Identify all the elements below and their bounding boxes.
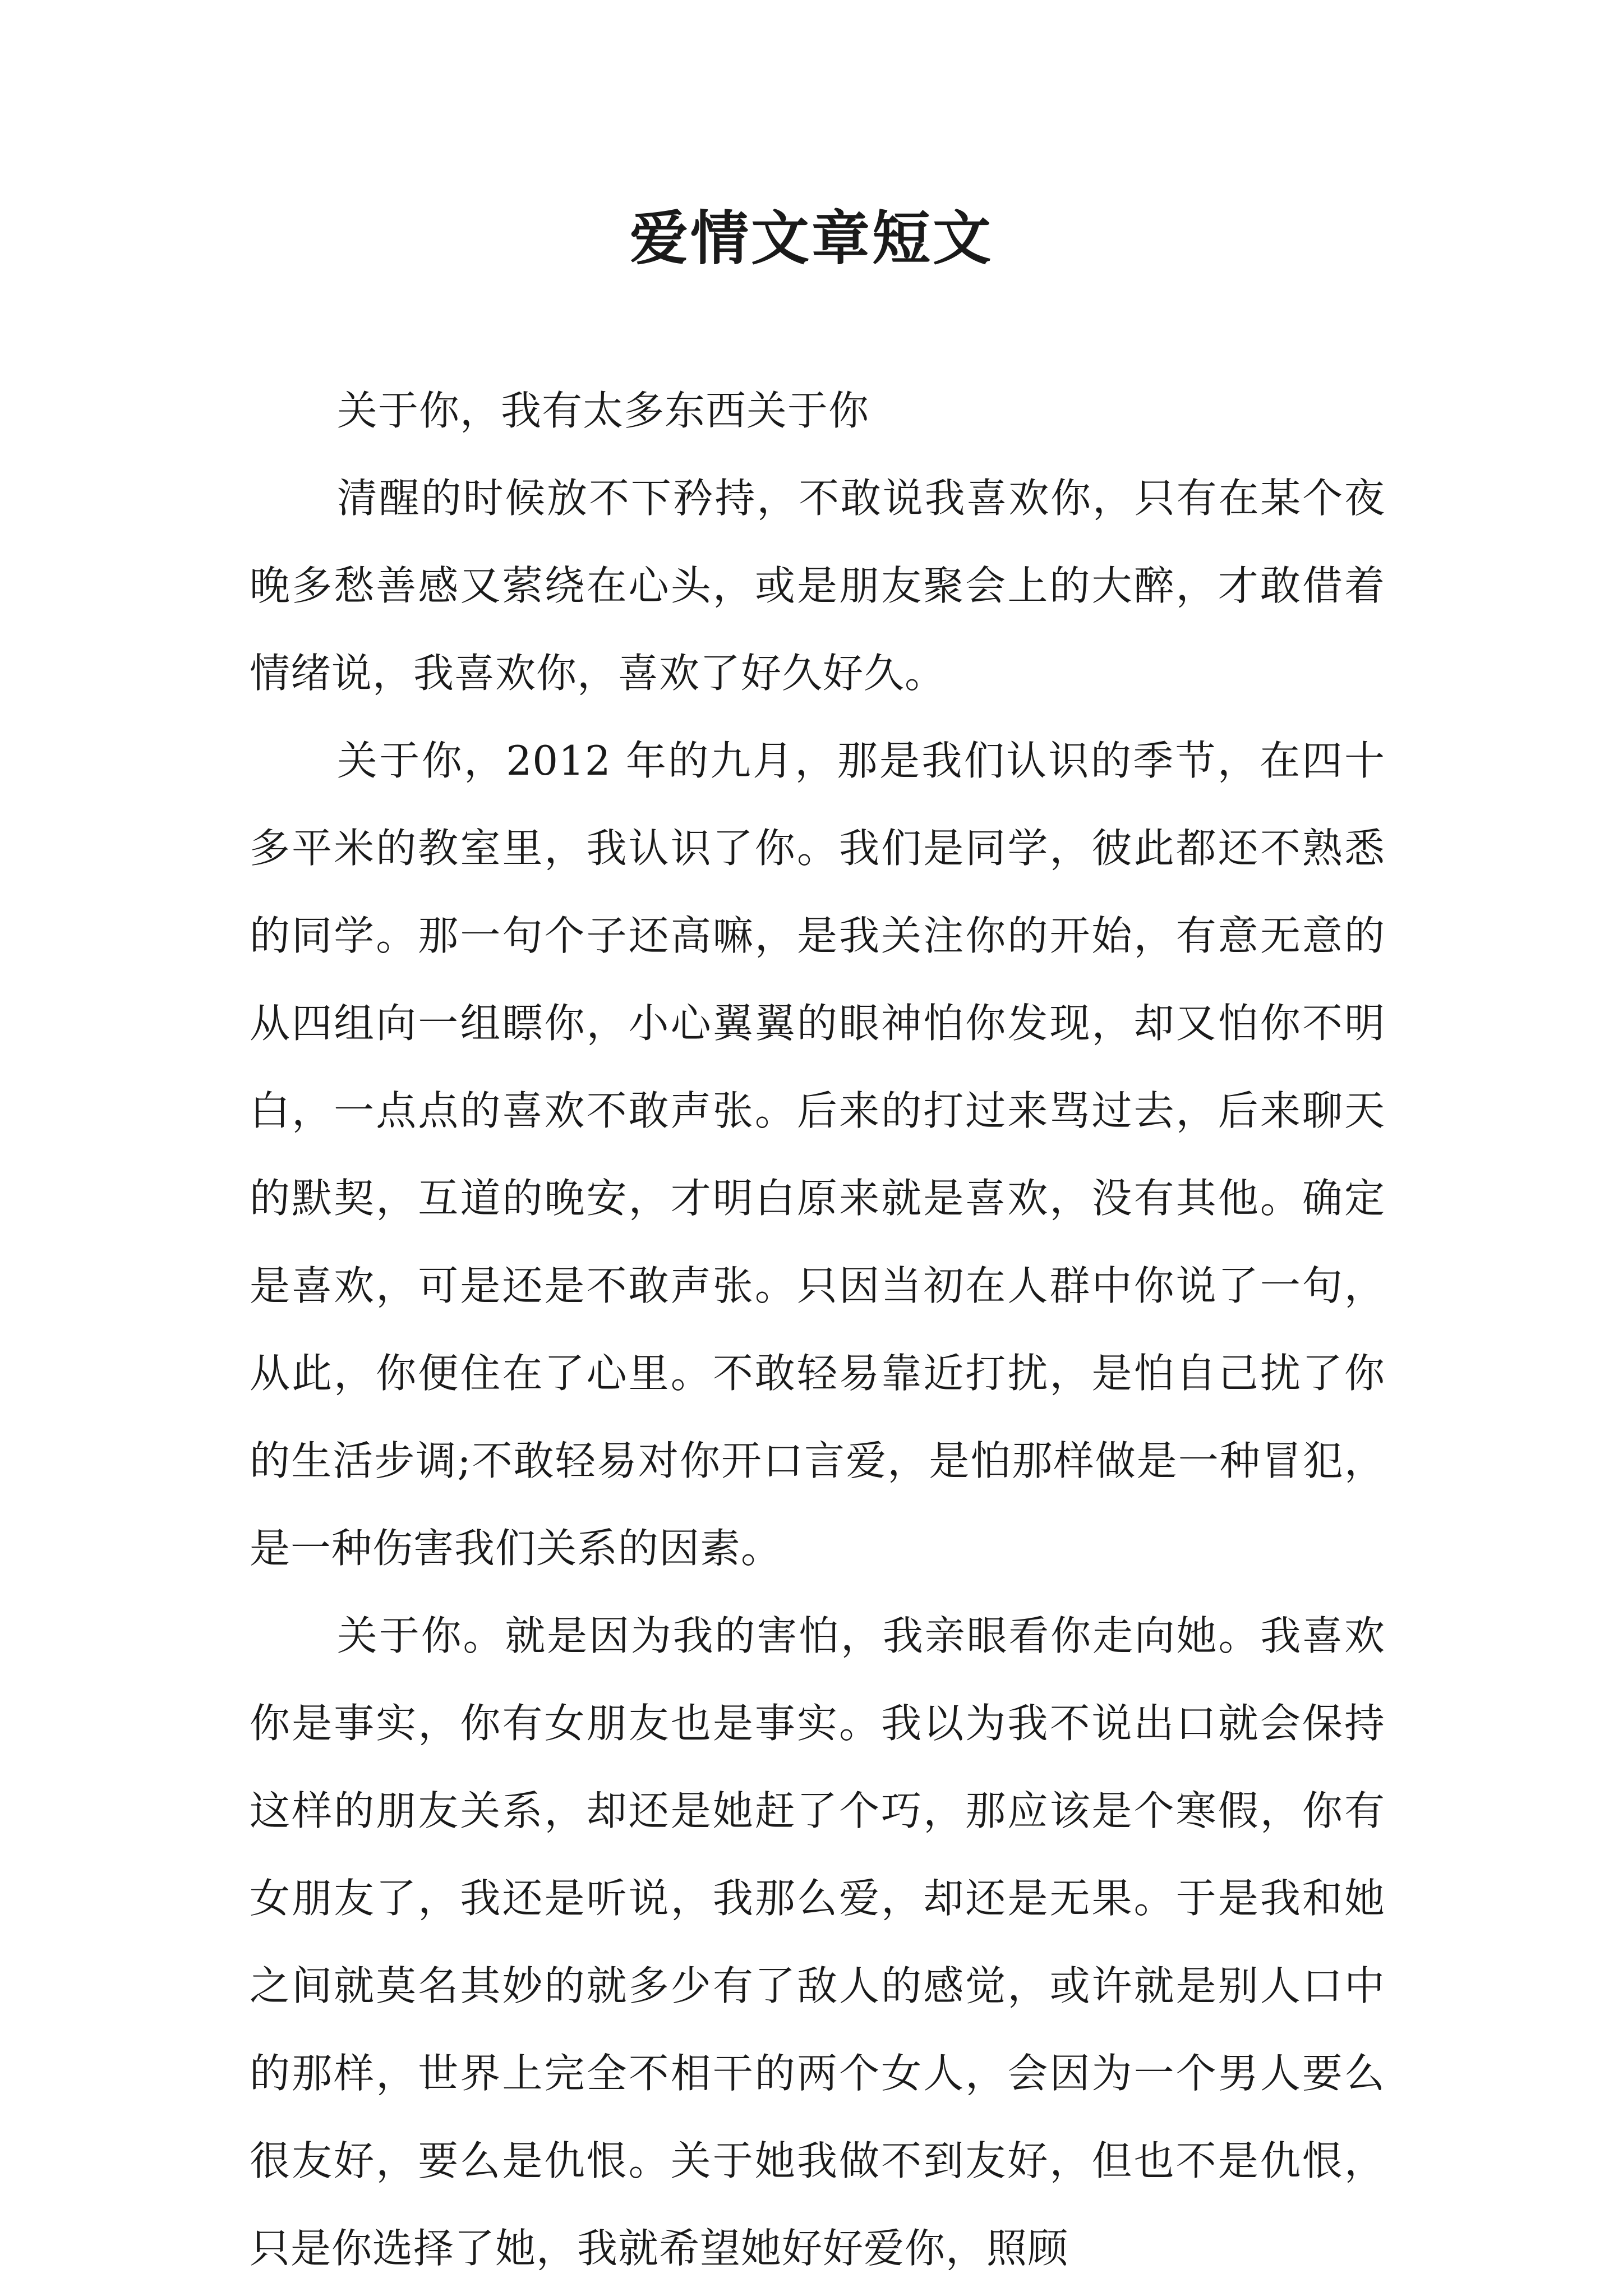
document-body [250,367,1385,2292]
paragraph-1: 关于你，我有太多东西关于你 [337,387,870,434]
paragraph-4: 关于你。就是因为我的害怕，我亲眼看你走向她。我喜欢你是事实，你有女朋友也是事实。我以为我不说出口就会保持这样的朋友关系，却还是她赶了个巧，那应该是个寒假，你有女朋友了，我还是听说，我那么爱，却还是无果。于是我和她之间就莫名其妙的就多少有了敌人的感觉，或许就是别人口中的那样，世界上完全不相干的两个女人，会因为一个男人要么很友好，要么是仇恨。关于她我做不到友好，但也不是仇恨，只是你选择了她，我就希望她好好爱你，照顾 [250,1612,1385,2272]
document-title: 爱情文章短文 [629,204,993,273]
paragraph-3: 关于你，2012 年的九月，那是我们认识的季节，在四十多平米的教室里，我认识了你。我们是同学，彼此都还不熟悉的同学。那一句个子还高嘛，是我关注你的开始，有意无意的从四组向一组瞟你，小心翼翼的眼神怕你发现，却又怕你不明白，一点点的喜欢不敢声张。后来的打过来骂过去，后来聊天的默契，互道的晚安，才明白原来就是喜欢，没有其他。确定是喜欢，可是还是不敢声张。只因当初在人群中你说了一句，从此，你便住在了心里。不敢轻易靠近打扰，是怕自己扰了你的生活步调;不敢轻易对你开口言爱，是怕那样做是一种冒犯，是一种伤害我们关系的因素。 [250,737,1385,1572]
paragraph-2: 清醒的时候放不下矜持，不敢说我喜欢你，只有在某个夜晚多愁善感又萦绕在心头，或是朋友聚会上的大醉，才敢借着情绪说，我喜欢你，喜欢了好久好久。 [250,475,1385,697]
